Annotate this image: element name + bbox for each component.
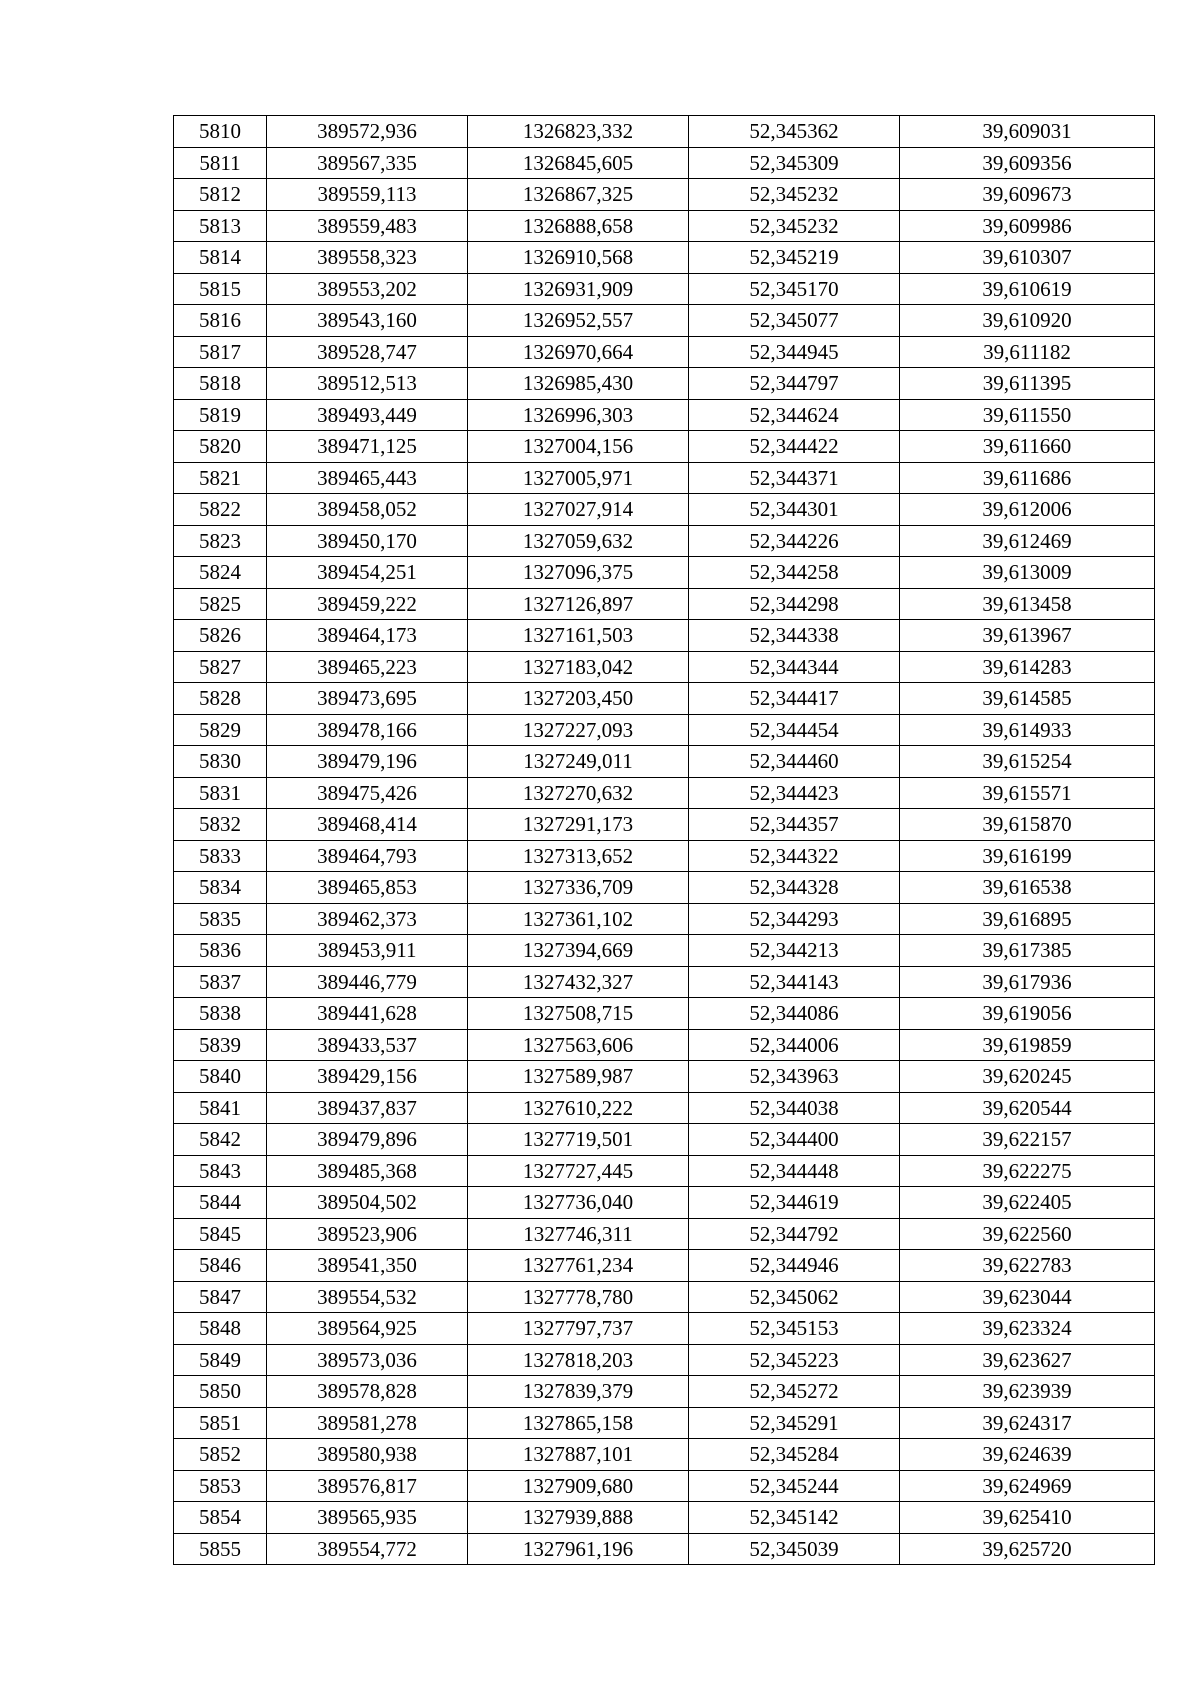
table-row xyxy=(174,998,1155,1030)
latitude-cell: 52,344322 xyxy=(689,840,900,872)
table-row xyxy=(174,683,1155,715)
point-number-cell: 5829 xyxy=(174,714,267,746)
point-number-cell: 5853 xyxy=(174,1470,267,1502)
y-coordinate-cell: 1326931,909 xyxy=(468,273,689,305)
y-coordinate-cell: 1327961,196 xyxy=(468,1533,689,1565)
table-row xyxy=(174,1155,1155,1187)
x-coordinate-cell: 389512,513 xyxy=(267,368,468,400)
longitude-cell: 39,611686 xyxy=(900,462,1155,494)
point-number-cell: 5845 xyxy=(174,1218,267,1250)
point-number-cell: 5826 xyxy=(174,620,267,652)
latitude-cell: 52,345244 xyxy=(689,1470,900,1502)
longitude-cell: 39,613967 xyxy=(900,620,1155,652)
latitude-cell: 52,344448 xyxy=(689,1155,900,1187)
longitude-cell: 39,623044 xyxy=(900,1281,1155,1313)
x-coordinate-cell: 389458,052 xyxy=(267,494,468,526)
x-coordinate-cell: 389464,793 xyxy=(267,840,468,872)
x-coordinate-cell: 389581,278 xyxy=(267,1407,468,1439)
longitude-cell: 39,615870 xyxy=(900,809,1155,841)
longitude-cell: 39,617936 xyxy=(900,966,1155,998)
point-number-cell: 5824 xyxy=(174,557,267,589)
longitude-cell: 39,625410 xyxy=(900,1502,1155,1534)
point-number-cell: 5817 xyxy=(174,336,267,368)
longitude-cell: 39,624317 xyxy=(900,1407,1155,1439)
point-number-cell: 5810 xyxy=(174,116,267,148)
longitude-cell: 39,609356 xyxy=(900,147,1155,179)
y-coordinate-cell: 1327909,680 xyxy=(468,1470,689,1502)
point-number-cell: 5828 xyxy=(174,683,267,715)
point-number-cell: 5852 xyxy=(174,1439,267,1471)
point-number-cell: 5843 xyxy=(174,1155,267,1187)
longitude-cell: 39,609673 xyxy=(900,179,1155,211)
y-coordinate-cell: 1327818,203 xyxy=(468,1344,689,1376)
table-row xyxy=(174,746,1155,778)
x-coordinate-cell: 389454,251 xyxy=(267,557,468,589)
longitude-cell: 39,615254 xyxy=(900,746,1155,778)
x-coordinate-cell: 389554,772 xyxy=(267,1533,468,1565)
x-coordinate-cell: 389464,173 xyxy=(267,620,468,652)
y-coordinate-cell: 1327727,445 xyxy=(468,1155,689,1187)
x-coordinate-cell: 389578,828 xyxy=(267,1376,468,1408)
latitude-cell: 52,344344 xyxy=(689,651,900,683)
y-coordinate-cell: 1327227,093 xyxy=(468,714,689,746)
point-number-cell: 5812 xyxy=(174,179,267,211)
x-coordinate-cell: 389437,837 xyxy=(267,1092,468,1124)
point-number-cell: 5848 xyxy=(174,1313,267,1345)
point-number-cell: 5831 xyxy=(174,777,267,809)
longitude-cell: 39,611660 xyxy=(900,431,1155,463)
point-number-cell: 5813 xyxy=(174,210,267,242)
latitude-cell: 52,345170 xyxy=(689,273,900,305)
y-coordinate-cell: 1326845,605 xyxy=(468,147,689,179)
longitude-cell: 39,625720 xyxy=(900,1533,1155,1565)
x-coordinate-cell: 389565,935 xyxy=(267,1502,468,1534)
longitude-cell: 39,611182 xyxy=(900,336,1155,368)
table-row xyxy=(174,179,1155,211)
table-row xyxy=(174,1281,1155,1313)
latitude-cell: 52,344357 xyxy=(689,809,900,841)
point-number-cell: 5842 xyxy=(174,1124,267,1156)
latitude-cell: 52,345232 xyxy=(689,179,900,211)
latitude-cell: 52,345272 xyxy=(689,1376,900,1408)
longitude-cell: 39,617385 xyxy=(900,935,1155,967)
coordinates-table-body xyxy=(174,116,1155,1565)
latitude-cell: 52,344301 xyxy=(689,494,900,526)
table-row xyxy=(174,557,1155,589)
point-number-cell: 5830 xyxy=(174,746,267,778)
latitude-cell: 52,345284 xyxy=(689,1439,900,1471)
point-number-cell: 5837 xyxy=(174,966,267,998)
x-coordinate-cell: 389446,779 xyxy=(267,966,468,998)
longitude-cell: 39,624969 xyxy=(900,1470,1155,1502)
latitude-cell: 52,345142 xyxy=(689,1502,900,1534)
table-row xyxy=(174,399,1155,431)
table-row xyxy=(174,840,1155,872)
x-coordinate-cell: 389558,323 xyxy=(267,242,468,274)
longitude-cell: 39,622157 xyxy=(900,1124,1155,1156)
point-number-cell: 5840 xyxy=(174,1061,267,1093)
x-coordinate-cell: 389553,202 xyxy=(267,273,468,305)
table-row xyxy=(174,872,1155,904)
longitude-cell: 39,620245 xyxy=(900,1061,1155,1093)
y-coordinate-cell: 1327161,503 xyxy=(468,620,689,652)
point-number-cell: 5834 xyxy=(174,872,267,904)
table-row xyxy=(174,147,1155,179)
latitude-cell: 52,344619 xyxy=(689,1187,900,1219)
latitude-cell: 52,345077 xyxy=(689,305,900,337)
latitude-cell: 52,345309 xyxy=(689,147,900,179)
latitude-cell: 52,345291 xyxy=(689,1407,900,1439)
y-coordinate-cell: 1327865,158 xyxy=(468,1407,689,1439)
y-coordinate-cell: 1327797,737 xyxy=(468,1313,689,1345)
latitude-cell: 52,344460 xyxy=(689,746,900,778)
y-coordinate-cell: 1326970,664 xyxy=(468,336,689,368)
latitude-cell: 52,345219 xyxy=(689,242,900,274)
latitude-cell: 52,344328 xyxy=(689,872,900,904)
latitude-cell: 52,344038 xyxy=(689,1092,900,1124)
y-coordinate-cell: 1327839,379 xyxy=(468,1376,689,1408)
point-number-cell: 5827 xyxy=(174,651,267,683)
point-number-cell: 5838 xyxy=(174,998,267,1030)
table-row xyxy=(174,903,1155,935)
table-row xyxy=(174,494,1155,526)
y-coordinate-cell: 1327563,606 xyxy=(468,1029,689,1061)
latitude-cell: 52,344006 xyxy=(689,1029,900,1061)
x-coordinate-cell: 389580,938 xyxy=(267,1439,468,1471)
table-row xyxy=(174,1533,1155,1565)
x-coordinate-cell: 389479,196 xyxy=(267,746,468,778)
y-coordinate-cell: 1326910,568 xyxy=(468,242,689,274)
y-coordinate-cell: 1327736,040 xyxy=(468,1187,689,1219)
point-number-cell: 5821 xyxy=(174,462,267,494)
point-number-cell: 5815 xyxy=(174,273,267,305)
x-coordinate-cell: 389559,113 xyxy=(267,179,468,211)
table-row xyxy=(174,273,1155,305)
y-coordinate-cell: 1327291,173 xyxy=(468,809,689,841)
longitude-cell: 39,623627 xyxy=(900,1344,1155,1376)
table-row xyxy=(174,210,1155,242)
longitude-cell: 39,611395 xyxy=(900,368,1155,400)
point-number-cell: 5811 xyxy=(174,147,267,179)
point-number-cell: 5833 xyxy=(174,840,267,872)
latitude-cell: 52,345062 xyxy=(689,1281,900,1313)
point-number-cell: 5823 xyxy=(174,525,267,557)
x-coordinate-cell: 389441,628 xyxy=(267,998,468,1030)
latitude-cell: 52,344624 xyxy=(689,399,900,431)
y-coordinate-cell: 1327589,987 xyxy=(468,1061,689,1093)
longitude-cell: 39,619859 xyxy=(900,1029,1155,1061)
longitude-cell: 39,611550 xyxy=(900,399,1155,431)
table-row xyxy=(174,1502,1155,1534)
point-number-cell: 5839 xyxy=(174,1029,267,1061)
point-number-cell: 5835 xyxy=(174,903,267,935)
longitude-cell: 39,612469 xyxy=(900,525,1155,557)
point-number-cell: 5836 xyxy=(174,935,267,967)
y-coordinate-cell: 1326888,658 xyxy=(468,210,689,242)
table-row xyxy=(174,1029,1155,1061)
x-coordinate-cell: 389504,502 xyxy=(267,1187,468,1219)
point-number-cell: 5822 xyxy=(174,494,267,526)
point-number-cell: 5851 xyxy=(174,1407,267,1439)
longitude-cell: 39,619056 xyxy=(900,998,1155,1030)
point-number-cell: 5818 xyxy=(174,368,267,400)
table-row xyxy=(174,1092,1155,1124)
table-row xyxy=(174,620,1155,652)
x-coordinate-cell: 389429,156 xyxy=(267,1061,468,1093)
y-coordinate-cell: 1327432,327 xyxy=(468,966,689,998)
x-coordinate-cell: 389450,170 xyxy=(267,525,468,557)
x-coordinate-cell: 389475,426 xyxy=(267,777,468,809)
table-row xyxy=(174,777,1155,809)
x-coordinate-cell: 389554,532 xyxy=(267,1281,468,1313)
point-number-cell: 5820 xyxy=(174,431,267,463)
table-row xyxy=(174,242,1155,274)
x-coordinate-cell: 389541,350 xyxy=(267,1250,468,1282)
longitude-cell: 39,622783 xyxy=(900,1250,1155,1282)
table-row xyxy=(174,525,1155,557)
y-coordinate-cell: 1327059,632 xyxy=(468,525,689,557)
longitude-cell: 39,624639 xyxy=(900,1439,1155,1471)
y-coordinate-cell: 1327126,897 xyxy=(468,588,689,620)
table-row xyxy=(174,588,1155,620)
point-number-cell: 5825 xyxy=(174,588,267,620)
y-coordinate-cell: 1327361,102 xyxy=(468,903,689,935)
latitude-cell: 52,344423 xyxy=(689,777,900,809)
y-coordinate-cell: 1326985,430 xyxy=(468,368,689,400)
x-coordinate-cell: 389471,125 xyxy=(267,431,468,463)
y-coordinate-cell: 1327508,715 xyxy=(468,998,689,1030)
table-row xyxy=(174,305,1155,337)
latitude-cell: 52,344454 xyxy=(689,714,900,746)
table-row xyxy=(174,1124,1155,1156)
point-number-cell: 5841 xyxy=(174,1092,267,1124)
latitude-cell: 52,344226 xyxy=(689,525,900,557)
x-coordinate-cell: 389523,906 xyxy=(267,1218,468,1250)
table-row xyxy=(174,1470,1155,1502)
x-coordinate-cell: 389564,925 xyxy=(267,1313,468,1345)
table-row xyxy=(174,1344,1155,1376)
x-coordinate-cell: 389473,695 xyxy=(267,683,468,715)
x-coordinate-cell: 389543,160 xyxy=(267,305,468,337)
latitude-cell: 52,344258 xyxy=(689,557,900,589)
latitude-cell: 52,344371 xyxy=(689,462,900,494)
table-row xyxy=(174,1407,1155,1439)
table-row xyxy=(174,1061,1155,1093)
x-coordinate-cell: 389572,936 xyxy=(267,116,468,148)
longitude-cell: 39,613458 xyxy=(900,588,1155,620)
y-coordinate-cell: 1327005,971 xyxy=(468,462,689,494)
longitude-cell: 39,622275 xyxy=(900,1155,1155,1187)
longitude-cell: 39,614283 xyxy=(900,651,1155,683)
x-coordinate-cell: 389433,537 xyxy=(267,1029,468,1061)
y-coordinate-cell: 1326823,332 xyxy=(468,116,689,148)
longitude-cell: 39,616199 xyxy=(900,840,1155,872)
y-coordinate-cell: 1327096,375 xyxy=(468,557,689,589)
y-coordinate-cell: 1327004,156 xyxy=(468,431,689,463)
latitude-cell: 52,344422 xyxy=(689,431,900,463)
x-coordinate-cell: 389528,747 xyxy=(267,336,468,368)
table-row xyxy=(174,714,1155,746)
latitude-cell: 52,343963 xyxy=(689,1061,900,1093)
latitude-cell: 52,344213 xyxy=(689,935,900,967)
y-coordinate-cell: 1327313,652 xyxy=(468,840,689,872)
y-coordinate-cell: 1327203,450 xyxy=(468,683,689,715)
x-coordinate-cell: 389479,896 xyxy=(267,1124,468,1156)
table-row xyxy=(174,462,1155,494)
table-row xyxy=(174,1187,1155,1219)
table-row xyxy=(174,1439,1155,1471)
point-number-cell: 5849 xyxy=(174,1344,267,1376)
y-coordinate-cell: 1327270,632 xyxy=(468,777,689,809)
table-row xyxy=(174,368,1155,400)
longitude-cell: 39,623324 xyxy=(900,1313,1155,1345)
longitude-cell: 39,616538 xyxy=(900,872,1155,904)
latitude-cell: 52,344417 xyxy=(689,683,900,715)
point-number-cell: 5816 xyxy=(174,305,267,337)
point-number-cell: 5854 xyxy=(174,1502,267,1534)
y-coordinate-cell: 1327887,101 xyxy=(468,1439,689,1471)
x-coordinate-cell: 389567,335 xyxy=(267,147,468,179)
y-coordinate-cell: 1326867,325 xyxy=(468,179,689,211)
y-coordinate-cell: 1327939,888 xyxy=(468,1502,689,1534)
longitude-cell: 39,609031 xyxy=(900,116,1155,148)
table-row xyxy=(174,1376,1155,1408)
longitude-cell: 39,623939 xyxy=(900,1376,1155,1408)
latitude-cell: 52,345362 xyxy=(689,116,900,148)
x-coordinate-cell: 389465,443 xyxy=(267,462,468,494)
y-coordinate-cell: 1327778,780 xyxy=(468,1281,689,1313)
y-coordinate-cell: 1326996,303 xyxy=(468,399,689,431)
longitude-cell: 39,622560 xyxy=(900,1218,1155,1250)
latitude-cell: 52,344797 xyxy=(689,368,900,400)
y-coordinate-cell: 1326952,557 xyxy=(468,305,689,337)
point-number-cell: 5855 xyxy=(174,1533,267,1565)
longitude-cell: 39,614933 xyxy=(900,714,1155,746)
latitude-cell: 52,344338 xyxy=(689,620,900,652)
table-row xyxy=(174,966,1155,998)
table-row xyxy=(174,651,1155,683)
point-number-cell: 5814 xyxy=(174,242,267,274)
longitude-cell: 39,609986 xyxy=(900,210,1155,242)
longitude-cell: 39,620544 xyxy=(900,1092,1155,1124)
longitude-cell: 39,610619 xyxy=(900,273,1155,305)
y-coordinate-cell: 1327610,222 xyxy=(468,1092,689,1124)
latitude-cell: 52,344400 xyxy=(689,1124,900,1156)
y-coordinate-cell: 1327746,311 xyxy=(468,1218,689,1250)
y-coordinate-cell: 1327719,501 xyxy=(468,1124,689,1156)
x-coordinate-cell: 389485,368 xyxy=(267,1155,468,1187)
table-row xyxy=(174,116,1155,148)
longitude-cell: 39,616895 xyxy=(900,903,1155,935)
point-number-cell: 5844 xyxy=(174,1187,267,1219)
y-coordinate-cell: 1327183,042 xyxy=(468,651,689,683)
x-coordinate-cell: 389459,222 xyxy=(267,588,468,620)
table-row xyxy=(174,1218,1155,1250)
table-row xyxy=(174,935,1155,967)
latitude-cell: 52,344945 xyxy=(689,336,900,368)
point-number-cell: 5850 xyxy=(174,1376,267,1408)
latitude-cell: 52,345153 xyxy=(689,1313,900,1345)
x-coordinate-cell: 389478,166 xyxy=(267,714,468,746)
latitude-cell: 52,345232 xyxy=(689,210,900,242)
latitude-cell: 52,344946 xyxy=(689,1250,900,1282)
longitude-cell: 39,610920 xyxy=(900,305,1155,337)
latitude-cell: 52,344298 xyxy=(689,588,900,620)
table-row xyxy=(174,1250,1155,1282)
latitude-cell: 52,345039 xyxy=(689,1533,900,1565)
x-coordinate-cell: 389576,817 xyxy=(267,1470,468,1502)
longitude-cell: 39,615571 xyxy=(900,777,1155,809)
coordinates-table xyxy=(173,115,1155,1565)
y-coordinate-cell: 1327249,011 xyxy=(468,746,689,778)
y-coordinate-cell: 1327394,669 xyxy=(468,935,689,967)
table-row xyxy=(174,336,1155,368)
x-coordinate-cell: 389559,483 xyxy=(267,210,468,242)
longitude-cell: 39,614585 xyxy=(900,683,1155,715)
x-coordinate-cell: 389465,223 xyxy=(267,651,468,683)
x-coordinate-cell: 389462,373 xyxy=(267,903,468,935)
y-coordinate-cell: 1327336,709 xyxy=(468,872,689,904)
latitude-cell: 52,344143 xyxy=(689,966,900,998)
latitude-cell: 52,344792 xyxy=(689,1218,900,1250)
point-number-cell: 5847 xyxy=(174,1281,267,1313)
y-coordinate-cell: 1327761,234 xyxy=(468,1250,689,1282)
table-row xyxy=(174,431,1155,463)
x-coordinate-cell: 389468,414 xyxy=(267,809,468,841)
longitude-cell: 39,613009 xyxy=(900,557,1155,589)
point-number-cell: 5846 xyxy=(174,1250,267,1282)
latitude-cell: 52,345223 xyxy=(689,1344,900,1376)
point-number-cell: 5819 xyxy=(174,399,267,431)
x-coordinate-cell: 389465,853 xyxy=(267,872,468,904)
x-coordinate-cell: 389453,911 xyxy=(267,935,468,967)
longitude-cell: 39,612006 xyxy=(900,494,1155,526)
longitude-cell: 39,622405 xyxy=(900,1187,1155,1219)
latitude-cell: 52,344086 xyxy=(689,998,900,1030)
x-coordinate-cell: 389493,449 xyxy=(267,399,468,431)
table-row xyxy=(174,1313,1155,1345)
latitude-cell: 52,344293 xyxy=(689,903,900,935)
y-coordinate-cell: 1327027,914 xyxy=(468,494,689,526)
table-row xyxy=(174,809,1155,841)
point-number-cell: 5832 xyxy=(174,809,267,841)
longitude-cell: 39,610307 xyxy=(900,242,1155,274)
x-coordinate-cell: 389573,036 xyxy=(267,1344,468,1376)
